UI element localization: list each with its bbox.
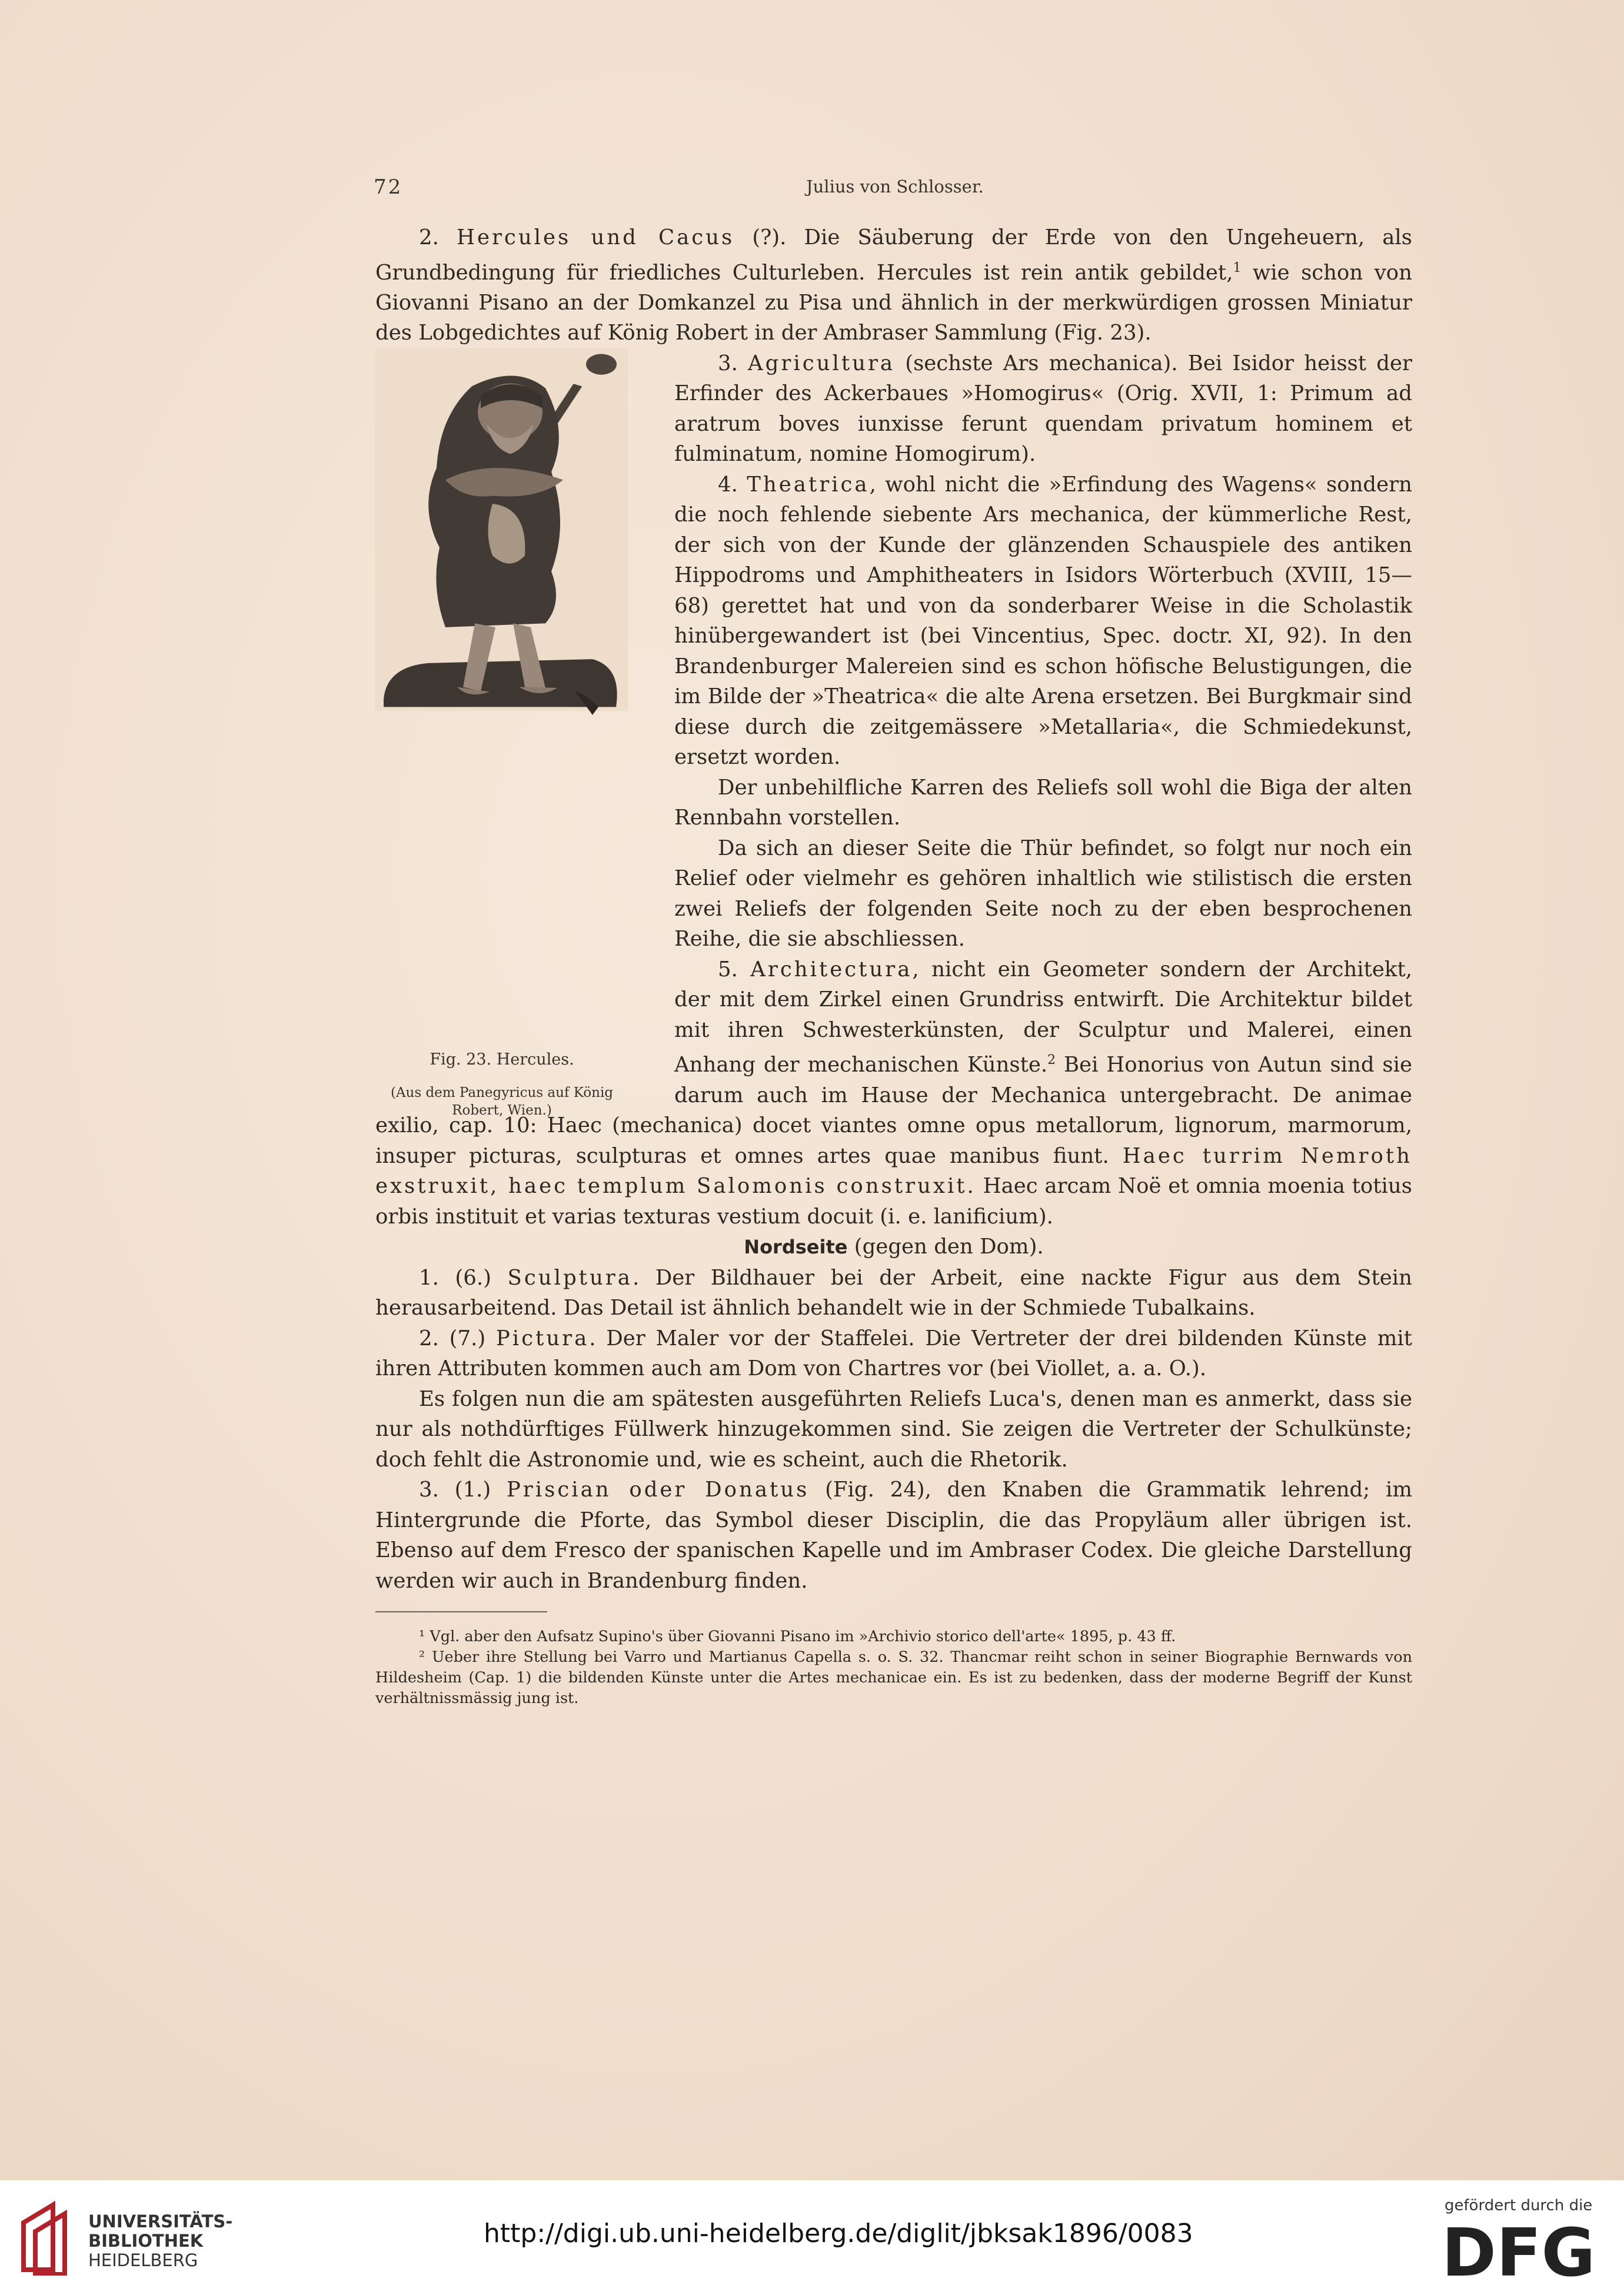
footnote-1: ¹ Vgl. aber den Aufsatz Supino's über Giovanni Pisano im »Archivio storico dell'arte« 1895, p. 43 ff. [419,1628,1176,1646]
term-theatrica: Theatrica [747,472,870,497]
footnote-ref-2: 2 [1047,1053,1056,1068]
figure-caption: Fig. 23. Hercules. [430,1050,574,1069]
term-architectura: Architectura [750,957,913,982]
term-pictura: Pictura [495,1326,590,1351]
paragraph-karren: Der unbehilfliche Karren des Reliefs soll wohl die Biga der alten Rennbahn vorstellen. [674,775,1412,830]
paragraph-pictura: 2. (7.) Pictura. Der Maler vor der Staffelei. Die Vertreter der drei bildenden Künste mit ihren Attributen kommen auch am Dom von Chartres vor (bei Viollet, a. a. O.). [375,1326,1412,1381]
term-sculptura: Sculptura [507,1265,633,1290]
footnote-divider [375,1611,547,1612]
term-priscian-donatus: Priscian oder Donatus [506,1478,810,1502]
paragraph-priscian: 3. (1.) Priscian oder Donatus (Fig. 24), den Knaben die Grammatik lehrend; im Hintergrunde die Pforte, das Symbol dieser Disciplin, die das Propyläum aller übrigen ist. Ebenso auf dem Fresco der spanischen Kapelle und im Ambraser Codex. Die gleiche Darstellung werden wir auch in Brandenburg finden. [375,1478,1412,1593]
paragraph-thuer: Da sich an dieser Seite die Thür befindet, so folgt nur noch ein Relief oder vielmehr es gehören inhaltlich wie stilistisch die ersten zwei Reliefs der folgenden Seite noch zu der eben besprochenen Reihe, die sie abschliessen. [674,836,1412,952]
digital-url-link[interactable]: http://digi.ub.uni-heidelberg.de/diglit/jbksak1896/0083 [484,2218,1193,2249]
paragraph-theatrica: 4. Theatrica, wohl nicht die »Erfindung des Wagens« sondern die noch fehlende siebente Ars mechanica, der kümmerliche Rest, der sich von der Kunde der glänzenden Schauspiele des antiken Hippodroms und Amphitheaters in Isidors Wörterbuch (XVIII, 15—68) gerettet hat und von da sonderbarer Weise in die Scholastik hinübergewandert ist (bei Vincentius, Spec. doctr. XI, 92). In den Brandenburger Malereien sind es schon höfische Belustigungen, die im Bilde der »Theatrica« die alte Arena ersetzen. Bei Burgkmair sind diese durch die zeitgemässere »Metallaria«, die Schmiedekunst, ersetzt worden. [674,472,1412,770]
footnote-ref-1: 1 [1233,260,1242,275]
footnote-2: ² Ueber ihre Stellung bei Varro und Martianus Capella s. o. S. 32. Thancmar reiht schon in seiner Biographie Bernwards von Hildesheim (Cap. 1) die bildenden Künste unter die Artes mechanicae ein. Es ist zu bedenken, dass der moderne Begriff der Kunst verhältnissmässig jung ist. [375,1648,1412,1708]
figure-source: (Aus dem Panegyricus auf König Robert, Wien.) [390,1085,614,1118]
section-title: Nordseite [744,1236,848,1259]
section-heading [375,1232,1412,1263]
paragraph-schulkuenste: Es folgen nun die am spätesten ausgeführten Reliefs Luca's, denen man es anmerkt, dass sie nur als nothdürftiges Füllwerk hinzugekommen sind. Sie zeigen die Vertreter der Schulkünste; doch fehlt die Astronomie und, wie es scheint, auch die Rhetorik. [375,1386,1412,1472]
spaced-latin-quote: Haec turrim Nemroth exstruxit, haec templum Salomonis construxit. [375,1143,1412,1199]
term-hercules-cacus: Hercules und Cacus [457,225,735,250]
paragraph-sculptura: 1. (6.) Sculptura. Der Bildhauer bei der Arbeit, eine nackte Figur aus dem Stein herausarbeitend. Das Detail ist ähnlich behandelt wie in der Schmiede Tubalkains. [375,1265,1412,1321]
dfg-logo-icon [1442,2221,1600,2280]
page-number: 72 [374,175,403,199]
paragraph-architectura: 5. Architectura, nicht ein Geometer sondern der Architekt, der mit dem Zirkel einen Grundriss entwirft. Die Architektur bildet mit ihren Schwesterkünsten, der Sculptur und Malerei, einen Anhang der mechanischen Künste.$^2$ Bei Honorius von Autun sind sie darum auch im Hause der Mechanica untergebracht. De animae exilio, cap. 10: Haec (mechanica) docet viantes omne opus metallorum, lignorum, marmorum, insuper picturas, sculpturas et omnes artes quae manibus fiunt. Haec turrim Nemroth exstruxit, haec templum Salomonis construxit. Haec arcam Noë et omnia moenia totius orbis instituit et varias texturas vestium docuit (i. e. lanificium). [375,957,1412,1229]
university-library-logo-icon [18,2199,79,2276]
paragraph-hercules: 2. Hercules und Cacus (?). Die Säuberung der Erde von den Ungeheuern, als Grundbedingung für friedliches Culturleben. Hercules ist rein antik gebildet,$^1$ wie schon von Giovanni Pisano an der Domkanzel zu Pisa und ähnlich in der merkwürdigen grossen Miniatur des Lobgedichtes auf König Robert in der Ambraser Sammlung (Fig. 23). [375,225,1412,345]
footer-bar [0,2180,1624,2295]
sponsor-text: gefördert durch die [1445,2197,1593,2214]
body-text [375,222,1412,1709]
library-name: UNIVERSITÄTS- BIBLIOTHEK HEIDELBERG [88,2211,233,2270]
term-agricultura: Agricultura [748,351,896,375]
dfg-logo-text: DFG [1442,2221,1596,2280]
figure-hercules [372,348,646,1118]
section-subtitle: (gegen den Dom). [847,1235,1044,1259]
running-head-author: Julius von Schlosser. [806,177,984,197]
paragraph-agricultura: 3. Agricultura (sechste Ars mechanica). Bei Isidor heisst der Erfinder des Ackerbaues »Homogirus« (Orig. XVII, 1: Primum ad aratrum boves iunxisse ferunt quendam privatum hominem et fulminatum, nomine Homogirum). [674,351,1412,467]
footnotes [375,1627,1412,1709]
hercules-figure-illustration-icon [375,348,628,884]
